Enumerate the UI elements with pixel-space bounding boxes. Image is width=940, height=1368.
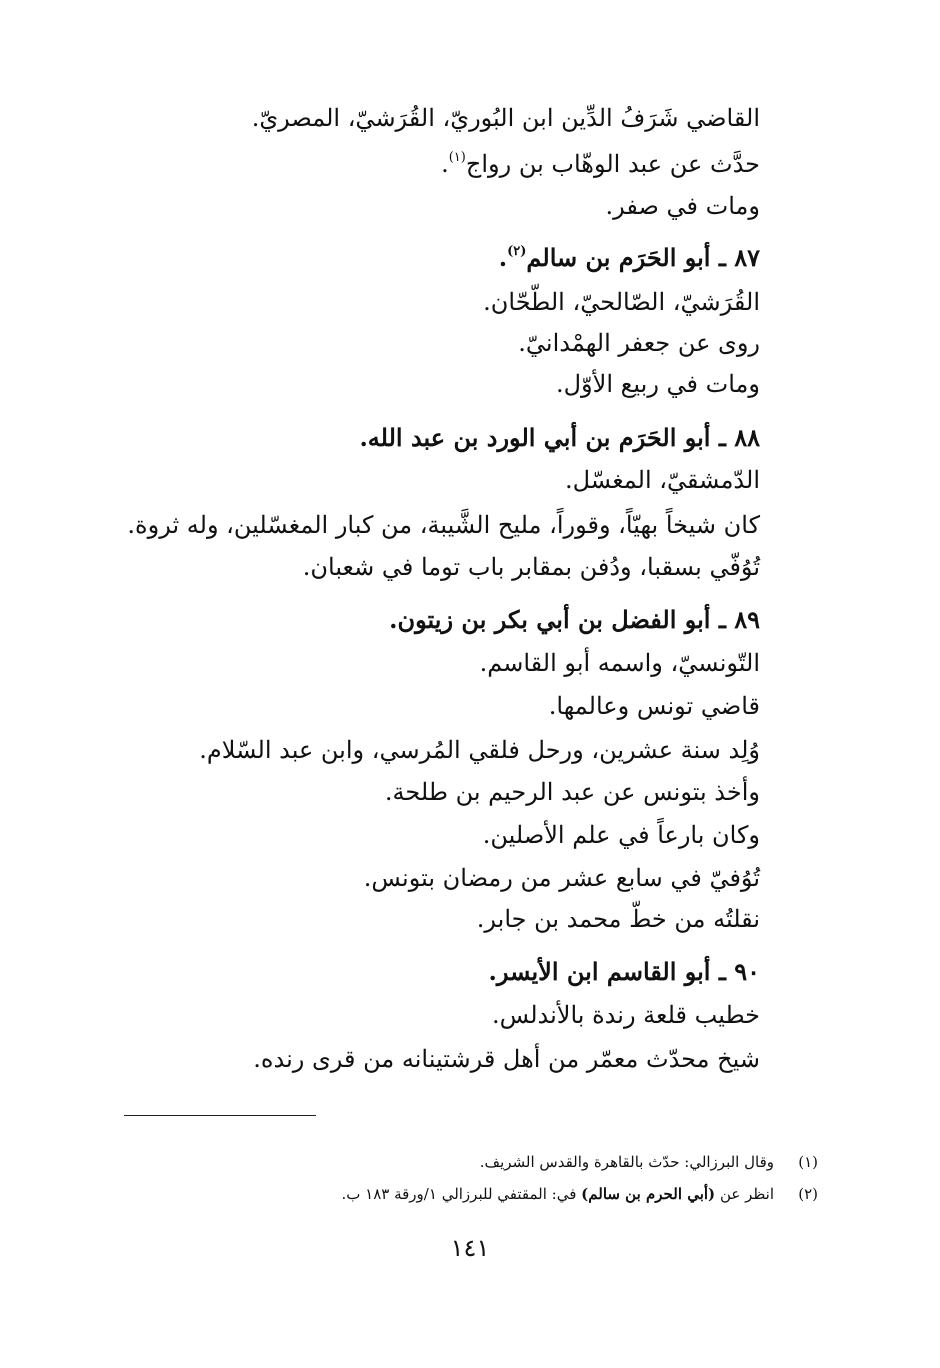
entry-heading	[499, 238, 760, 278]
text-line: خطيب قلعة رندة بالأندلس.	[491, 1001, 760, 1029]
text-line: وكان بارعاً في علم الأصلين.	[482, 821, 760, 849]
footnote-ref: (٢)	[507, 244, 527, 259]
text-line: الدّمشقيّ، المغسّل.	[564, 466, 760, 494]
entry-heading: ٨٩ ـ أبو الفضل بن أبي بكر بن زيتون.	[389, 605, 760, 634]
text-line: شيخ محدّث معمّر من أهل قرشتينانه من قرى رنده.	[253, 1045, 760, 1073]
text-line: القاضي شَرَفُ الدِّين ابن البُوريّ، القُرَشيّ، المصريّ.	[251, 104, 760, 132]
text-line: تُوُفيّ في سابع عشر من رمضان بتونس.	[363, 864, 760, 892]
line-end: .	[498, 243, 508, 272]
text-line: ومات في صفر.	[605, 192, 760, 220]
text-line: وُلِد سنة عشرين، ورحل فلقي المُرسي، وابن عبد السّلام.	[199, 736, 760, 764]
text-line: القُرَشيّ، الصّالحيّ، الطّحّان.	[483, 288, 760, 316]
text-line: روى عن جعفر الهمْدانيّ.	[518, 329, 760, 357]
text-line: كان شيخاً بهيّاً، وقوراً، مليح الشَّيبة، من كبار المغسّلين، وله ثروة.	[127, 511, 760, 539]
text-line: قاضي تونس وعالمها.	[548, 692, 760, 720]
heading-text: ٨٧ ـ أبو الحَرَم بن سالم	[526, 243, 760, 272]
page-number: ١٤١	[450, 1234, 490, 1262]
text-line: التّونسيّ، واسمه أبو القاسم.	[479, 649, 760, 677]
footnote-bold-title: (أبي الحرم بن سالم)	[581, 1185, 716, 1203]
entry-heading: ٨٨ ـ أبو الحَرَم بن أبي الورد بن عبد الله.	[359, 423, 760, 452]
text-line: ومات في ربيع الأوّل.	[555, 370, 760, 398]
text-line	[441, 144, 760, 184]
line-text: حدَّث عن عبد الوهّاب بن رواج	[465, 150, 760, 178]
footnote-text: انظر عن	[719, 1185, 774, 1203]
footnote-separator	[124, 1115, 316, 1116]
footnote-ref: (١)	[448, 150, 466, 165]
footnote-text: في: المقتفي للبرزالي ١/ورقة ١٨٣ ب.	[341, 1185, 577, 1203]
entry-heading: ٩٠ ـ أبو القاسم ابن الأيسر.	[488, 957, 760, 986]
footnote	[480, 1150, 818, 1174]
footnote	[341, 1182, 818, 1206]
text-line: نقلتُه من خطّ محمد بن جابر.	[476, 905, 760, 933]
text-line: وأخذ بتونس عن عبد الرحيم بن طلحة.	[384, 778, 760, 806]
footnote-number: (٢)	[798, 1185, 818, 1203]
text-line: تُوُفّي بسقبا، ودُفن بمقابر باب توما في شعبان.	[302, 553, 760, 581]
line-end: .	[441, 150, 449, 178]
footnote-text: وقال البرزالي: حدّث بالقاهرة والقدس الشريف.	[479, 1153, 774, 1171]
footnote-number: (١)	[798, 1153, 818, 1171]
